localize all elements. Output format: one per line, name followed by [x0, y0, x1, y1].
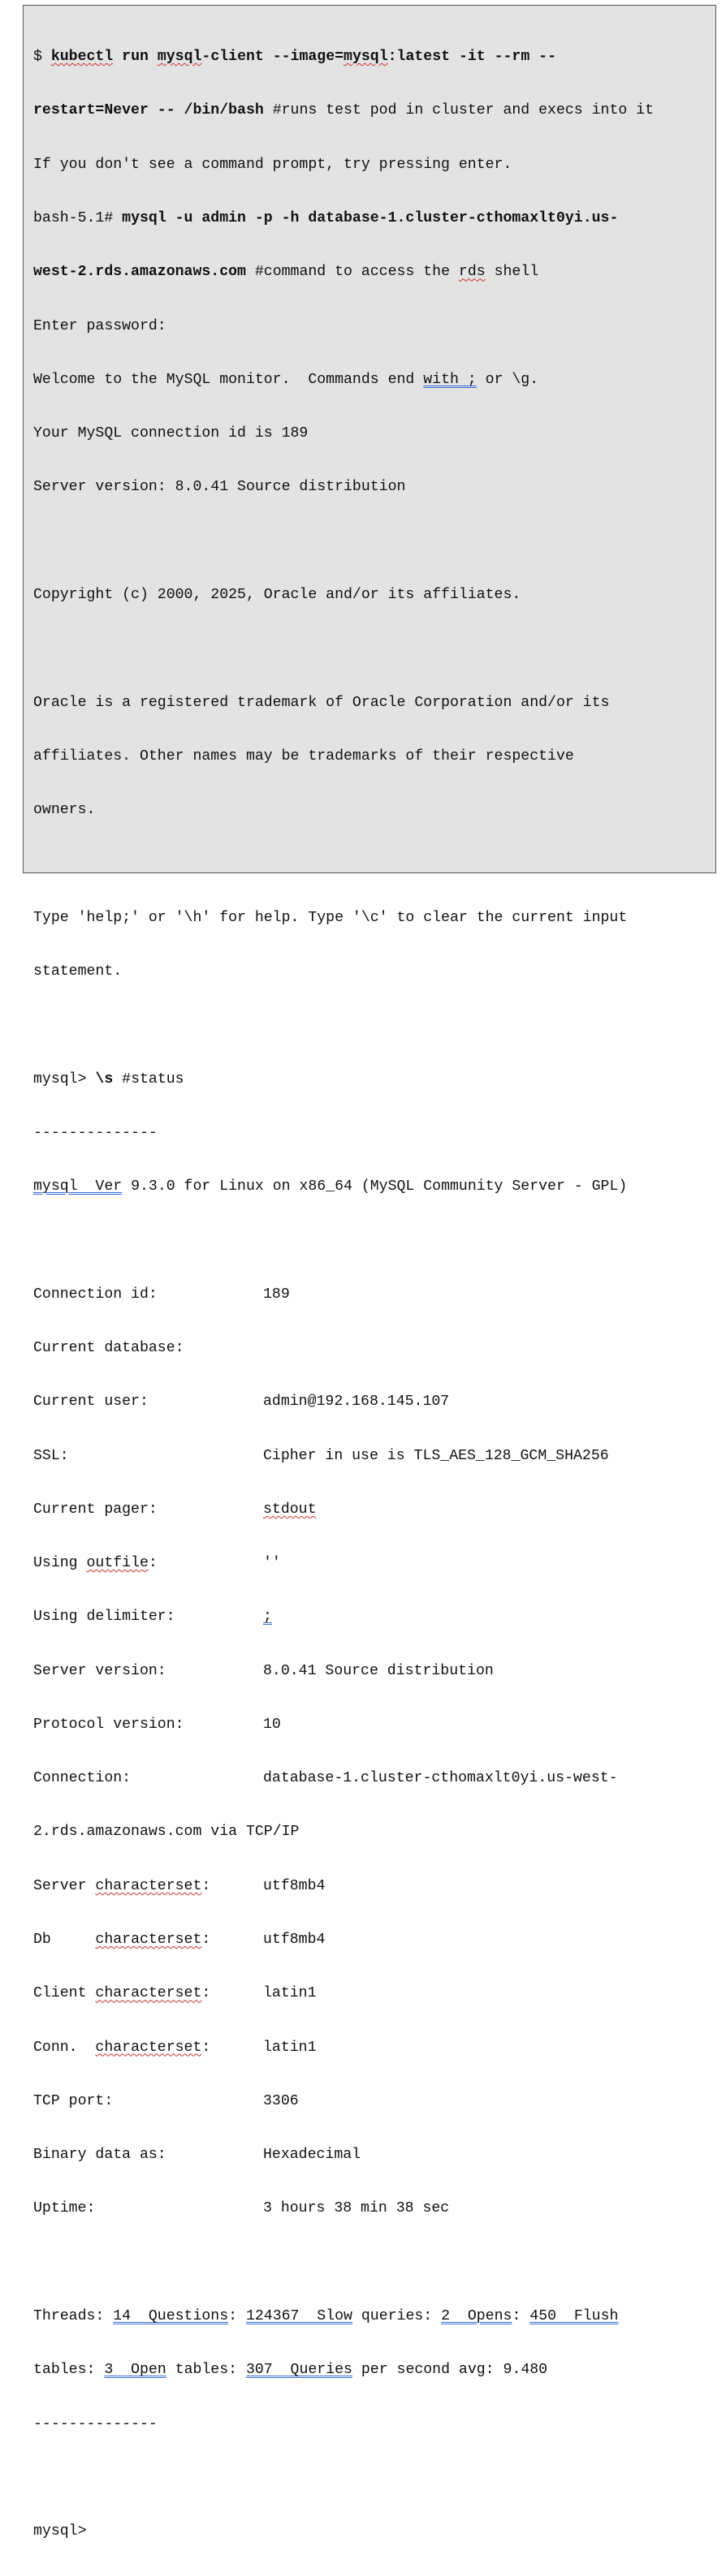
connection-transport: TCP/IP [245, 1824, 300, 1841]
status-label: Server version: [33, 1662, 166, 1679]
status-value: Hexadecimal [263, 2147, 361, 2164]
status-row-connection-cont [33, 1823, 654, 1841]
status-value: latin1 [263, 2039, 317, 2056]
client-image-flag: -client --image= [201, 49, 344, 66]
threads-seg: : [512, 2308, 530, 2324]
status-row-outfile [33, 1554, 654, 1572]
status-row-server-charset [33, 1877, 654, 1895]
bash-prompt: bash-5.1# [33, 210, 123, 227]
charset-word: characterset [95, 1877, 202, 1894]
blank-line [33, 2254, 654, 2272]
kubectl-command-line-2 [33, 101, 654, 119]
status-row-db-charset [33, 1931, 654, 1949]
kubectl-comment: #runs test pod in cluster and execs into it [263, 102, 655, 119]
kubectl-command-cont: restart=Never -- /bin/bash [33, 102, 264, 119]
mysql-connect-line-2 [33, 263, 654, 281]
status-label: TCP port: [33, 2092, 114, 2109]
image-tag-flags: :latest -it --rm -- [387, 49, 556, 66]
threads-line-1 [33, 2307, 654, 2325]
status-value: 189 [263, 1286, 290, 1303]
status-label: Protocol version: [33, 1716, 184, 1733]
final-mysql-prompt[interactable]: mysql> [33, 2523, 87, 2540]
kubectl-command-part [51, 49, 556, 65]
status-label: Current user: [33, 1394, 149, 1411]
hint-line: If you don't see a command prompt, try pressing enter. [33, 156, 512, 173]
status-value: admin@192.168.145.107 [263, 1394, 450, 1411]
status-value: 10 [263, 1716, 281, 1733]
blank-line [33, 855, 654, 872]
status-value: 3306 [263, 2092, 299, 2109]
oracle-line: owners. [33, 802, 96, 819]
mysql-comment-b: shell [485, 264, 539, 281]
threads-seg: : [228, 2308, 246, 2324]
status-row-binary-data [33, 2146, 654, 2164]
status-label: Current pager: [33, 1501, 158, 1518]
threads-seg: queries: [352, 2308, 442, 2324]
welcome-text-c: or \g. [476, 371, 539, 388]
mysql-image-word: mysql [344, 49, 388, 66]
status-row-server-version [33, 1662, 654, 1680]
status-label [33, 2039, 263, 2057]
charset-colon: : [201, 1985, 211, 2002]
charset-colon: : [201, 2039, 211, 2056]
status-value: Cipher in use is TLS_AES_128_GCM_SHA256 [263, 1447, 609, 1464]
status-row-connection [33, 1769, 654, 1787]
threads-line-2 [33, 2361, 654, 2379]
status-label [33, 1931, 263, 1949]
threads-seg: 450 Flush [529, 2308, 619, 2324]
threads-seg: tables: [166, 2362, 246, 2379]
kubectl-command-line-1 [33, 48, 654, 66]
charset-word: characterset [95, 1985, 202, 2002]
status-label [33, 1877, 263, 1895]
status-comment: #status [113, 1070, 184, 1088]
status-value: 8.0.41 Source distribution [263, 1662, 494, 1679]
rds-word: rds [458, 264, 486, 281]
version-detail: 9.3.0 for Linux on x86_64 (MySQL Community Server - GPL) [122, 1178, 628, 1195]
status-label: Current database: [33, 1339, 184, 1356]
run-word: run [113, 49, 158, 66]
status-label [33, 1984, 263, 2002]
outfile-colon: : [148, 1555, 158, 1572]
connection-host-tail: 2.rds.amazonaws.com via [33, 1824, 246, 1841]
charset-word: characterset [95, 1932, 202, 1949]
status-value: utf8mb4 [263, 1932, 326, 1949]
status-value: 3 hours 38 min 38 sec [263, 2200, 450, 2217]
separator-line: -------------- [33, 1124, 158, 1141]
status-command-line [33, 1070, 654, 1088]
status-row-current-database [33, 1339, 654, 1357]
oracle-line: Oracle is a registered trademark of Oracle Corporation and/or its [33, 694, 610, 711]
threads-seg: Threads: [33, 2308, 114, 2324]
status-label: Uptime: [33, 2200, 96, 2217]
status-row-delimiter [33, 1608, 654, 1626]
status-row-conn-charset [33, 2039, 654, 2057]
help-line: Type 'help;' or '\h' for help. Type '\c' to clear the current input [33, 909, 628, 926]
mysql-command-cont: west-2.rds.amazonaws.com [33, 264, 246, 281]
mysql-connect-line-1 [33, 209, 654, 227]
status-label: Connection: [33, 1770, 132, 1787]
threads-seg: 307 Queries [245, 2362, 352, 2379]
oracle-line: affiliates. Other names may be trademarks of their respective [33, 747, 574, 765]
welcome-text-a: Welcome to the MySQL monitor. Commands end [33, 371, 424, 388]
server-version-line: Server version: 8.0.41 Source distribution [33, 479, 406, 496]
status-row-tcp-port [33, 2092, 654, 2110]
copyright-line: Copyright (c) 2000, 2025, Oracle and/or its affiliates. [33, 587, 521, 603]
mysql-ver-text: mysql Ver [33, 1178, 123, 1195]
kubectl-word: kubectl [50, 49, 114, 66]
status-value: ; [263, 1609, 272, 1626]
outfile-prefix: Using [33, 1555, 87, 1572]
status-label [33, 1554, 263, 1572]
status-value: '' [263, 1555, 281, 1572]
mysql-prompt: mysql> [33, 1070, 96, 1088]
status-row-client-charset [33, 1984, 654, 2002]
status-row-connection-id [33, 1286, 654, 1303]
status-row-uptime [33, 2199, 654, 2217]
enter-password-line: Enter password: [33, 317, 166, 334]
status-label: Using delimiter: [33, 1609, 175, 1626]
status-row-ssl [33, 1447, 654, 1465]
blank-line [33, 640, 654, 657]
terminal-transcript [23, 5, 716, 2540]
mysql-word: mysql [157, 49, 202, 66]
welcome-text-b: with ; [423, 371, 477, 388]
status-label: Binary data as: [33, 2147, 166, 2164]
threads-seg: 3 Open [104, 2362, 166, 2379]
threads-seg: tables: [33, 2362, 105, 2379]
status-label: SSL: [33, 1447, 69, 1464]
threads-seg: 2 Opens [441, 2308, 512, 2324]
status-value: stdout [263, 1501, 317, 1518]
blank-line [33, 532, 654, 550]
outfile-word: outfile [86, 1555, 149, 1572]
status-command: \s [95, 1070, 114, 1088]
threads-seg: per second avg: 9.480 [352, 2362, 548, 2379]
charset-prefix: Client [33, 1985, 96, 2002]
charset-prefix: Db [33, 1932, 96, 1949]
help-line: statement. [33, 963, 123, 980]
status-value: database-1.cluster-cthomaxlt0yi.us-west- [263, 1770, 618, 1787]
charset-prefix: Conn. [33, 2039, 96, 2056]
status-row-pager [33, 1501, 654, 1518]
separator-line: -------------- [33, 2415, 158, 2432]
threads-seg: 14 Questions [113, 2308, 229, 2324]
terminal-output [33, 12, 654, 2576]
status-row-current-user [33, 1393, 654, 1411]
welcome-line [33, 371, 654, 389]
status-value: latin1 [263, 1985, 317, 2002]
status-row-protocol [33, 1716, 654, 1734]
blank-line [33, 1016, 654, 1034]
status-label: Connection id: [33, 1286, 158, 1303]
blank-line [33, 2469, 654, 2487]
charset-colon: : [201, 1932, 211, 1949]
version-line [33, 1178, 654, 1195]
charset-word: characterset [95, 2039, 202, 2056]
status-value: utf8mb4 [263, 1877, 326, 1894]
charset-colon: : [201, 1877, 211, 1894]
threads-seg: 124367 Slow [245, 2308, 352, 2324]
blank-line [33, 1231, 654, 1249]
mysql-comment-a: #command to access the [245, 264, 459, 281]
connection-id-line: Your MySQL connection id is 189 [33, 425, 309, 442]
shell-prompt: $ [33, 49, 51, 66]
mysql-command: mysql -u admin -p -h database-1.cluster-cthomaxlt0yi.us- [122, 210, 619, 227]
charset-prefix: Server [33, 1877, 96, 1894]
